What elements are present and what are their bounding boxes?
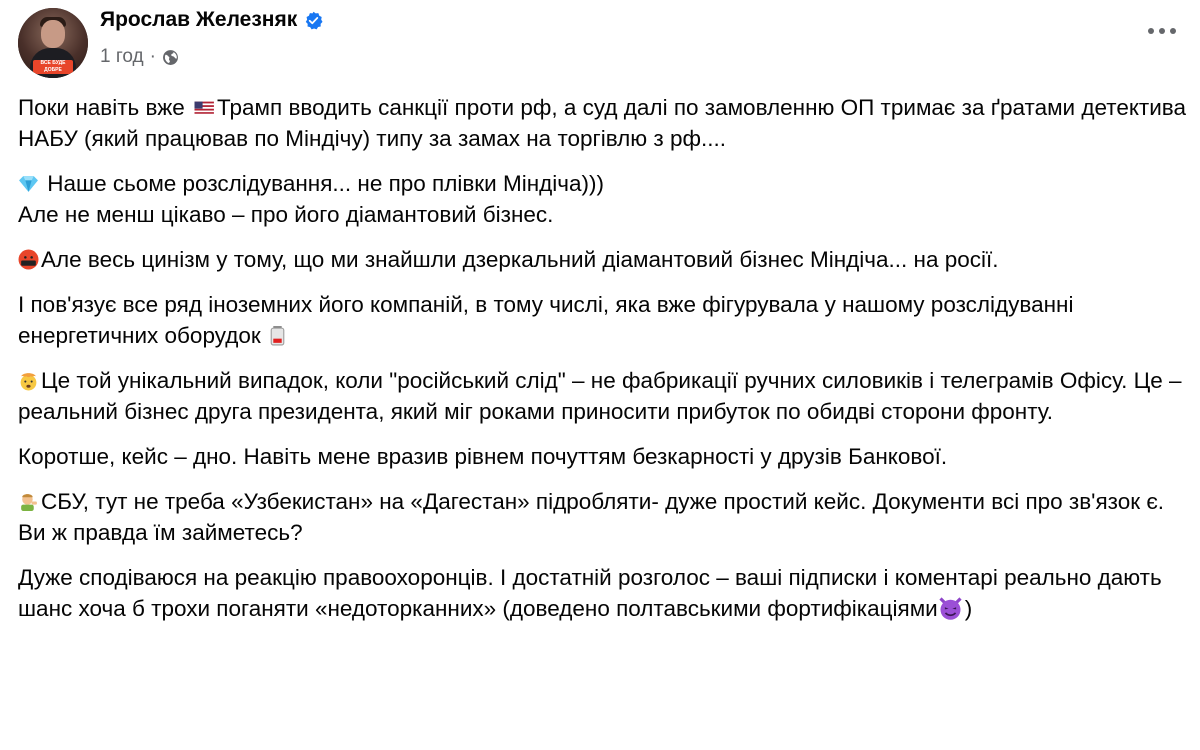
paragraph-8-text: Дуже сподіваюся на реакцію правоохоронців. І достатній розголос – ваші підписки і коментарі реально дають шанс хоча б трохи поганяти «недоторканних» (доведено полтавськими фортифікаціями bbox=[18, 565, 1162, 621]
paragraph-3-text: Але весь цинізм у тому, що ми знайшли дзеркальний діамантовий бізнес Міндіча... на росії. bbox=[41, 247, 999, 272]
gem-icon bbox=[18, 173, 39, 194]
smiling-devil-icon bbox=[938, 596, 963, 621]
paragraph-7-text: СБУ, тут не треба «Узбекистан» на «Дагестан» підробляти- дуже простий кейс. Документи всі про зв'язок є. Ви ж правда їм займетесь? bbox=[18, 489, 1165, 545]
us-flag-icon bbox=[191, 100, 215, 117]
paragraph-6-text: Коротше, кейс – дно. Навіть мене вразив рівнем почуттям безкарності у друзів Банкової. bbox=[18, 444, 948, 469]
paragraph-3 bbox=[18, 244, 1188, 275]
author-name[interactable]: Ярослав Железняк bbox=[100, 8, 298, 31]
paragraph-1-text: Трамп вводить санкції проти рф, а суд далі по замовленню ОП тримає за ґратами детектива НАБУ (який працював по Міндічу) типу за замах на торгівлю з рф.... bbox=[18, 95, 1187, 151]
paragraph-7 bbox=[18, 486, 1188, 548]
verified-badge-icon bbox=[304, 11, 323, 30]
post-meta bbox=[100, 46, 179, 68]
paragraph-8 bbox=[18, 562, 1188, 624]
paragraph-1-lead: Поки навіть вже bbox=[18, 95, 192, 120]
exploding-head-icon bbox=[18, 370, 39, 391]
paragraph-5 bbox=[18, 365, 1188, 427]
post-time[interactable]: 1 год bbox=[100, 46, 144, 67]
meta-separator: · bbox=[149, 46, 156, 67]
globe-icon[interactable] bbox=[162, 49, 179, 66]
swearing-face-icon bbox=[18, 249, 39, 270]
paragraph-6 bbox=[18, 441, 1188, 472]
paragraph-5-text: Це той унікальний випадок, коли "російський слід" – не фабрикації ручних силовиків і телеграмів Офісу. Це – реальний бізнес друга президента, який міг роками приносити прибуток по обидві сторони фронту. bbox=[18, 368, 1182, 424]
low-battery-icon bbox=[267, 325, 288, 346]
paragraph-4 bbox=[18, 289, 1188, 351]
paragraph-8-end: ) bbox=[964, 596, 973, 621]
paragraph-4-text: І пов'язує все ряд іноземних його компаній, в тому числі, яка вже фігурувала у нашому розслідуванні енергетичних оборудок bbox=[18, 292, 1074, 348]
man-detective-icon bbox=[18, 491, 39, 512]
avatar[interactable] bbox=[18, 8, 88, 78]
post-text bbox=[18, 92, 1188, 638]
paragraph-2-line-1: Наше сьоме розслідування... не про плівки Міндіча))) bbox=[41, 171, 604, 196]
paragraph-2-line-2: Але не менш цікаво – про його діамантовий бізнес. bbox=[18, 202, 554, 227]
paragraph-1 bbox=[18, 92, 1188, 154]
avatar-badge-text: ВСЕ БУДЕ ДОБРЕ bbox=[33, 60, 73, 74]
more-options-icon[interactable] bbox=[1148, 28, 1176, 34]
paragraph-2 bbox=[18, 168, 1188, 230]
post-header bbox=[100, 8, 323, 32]
